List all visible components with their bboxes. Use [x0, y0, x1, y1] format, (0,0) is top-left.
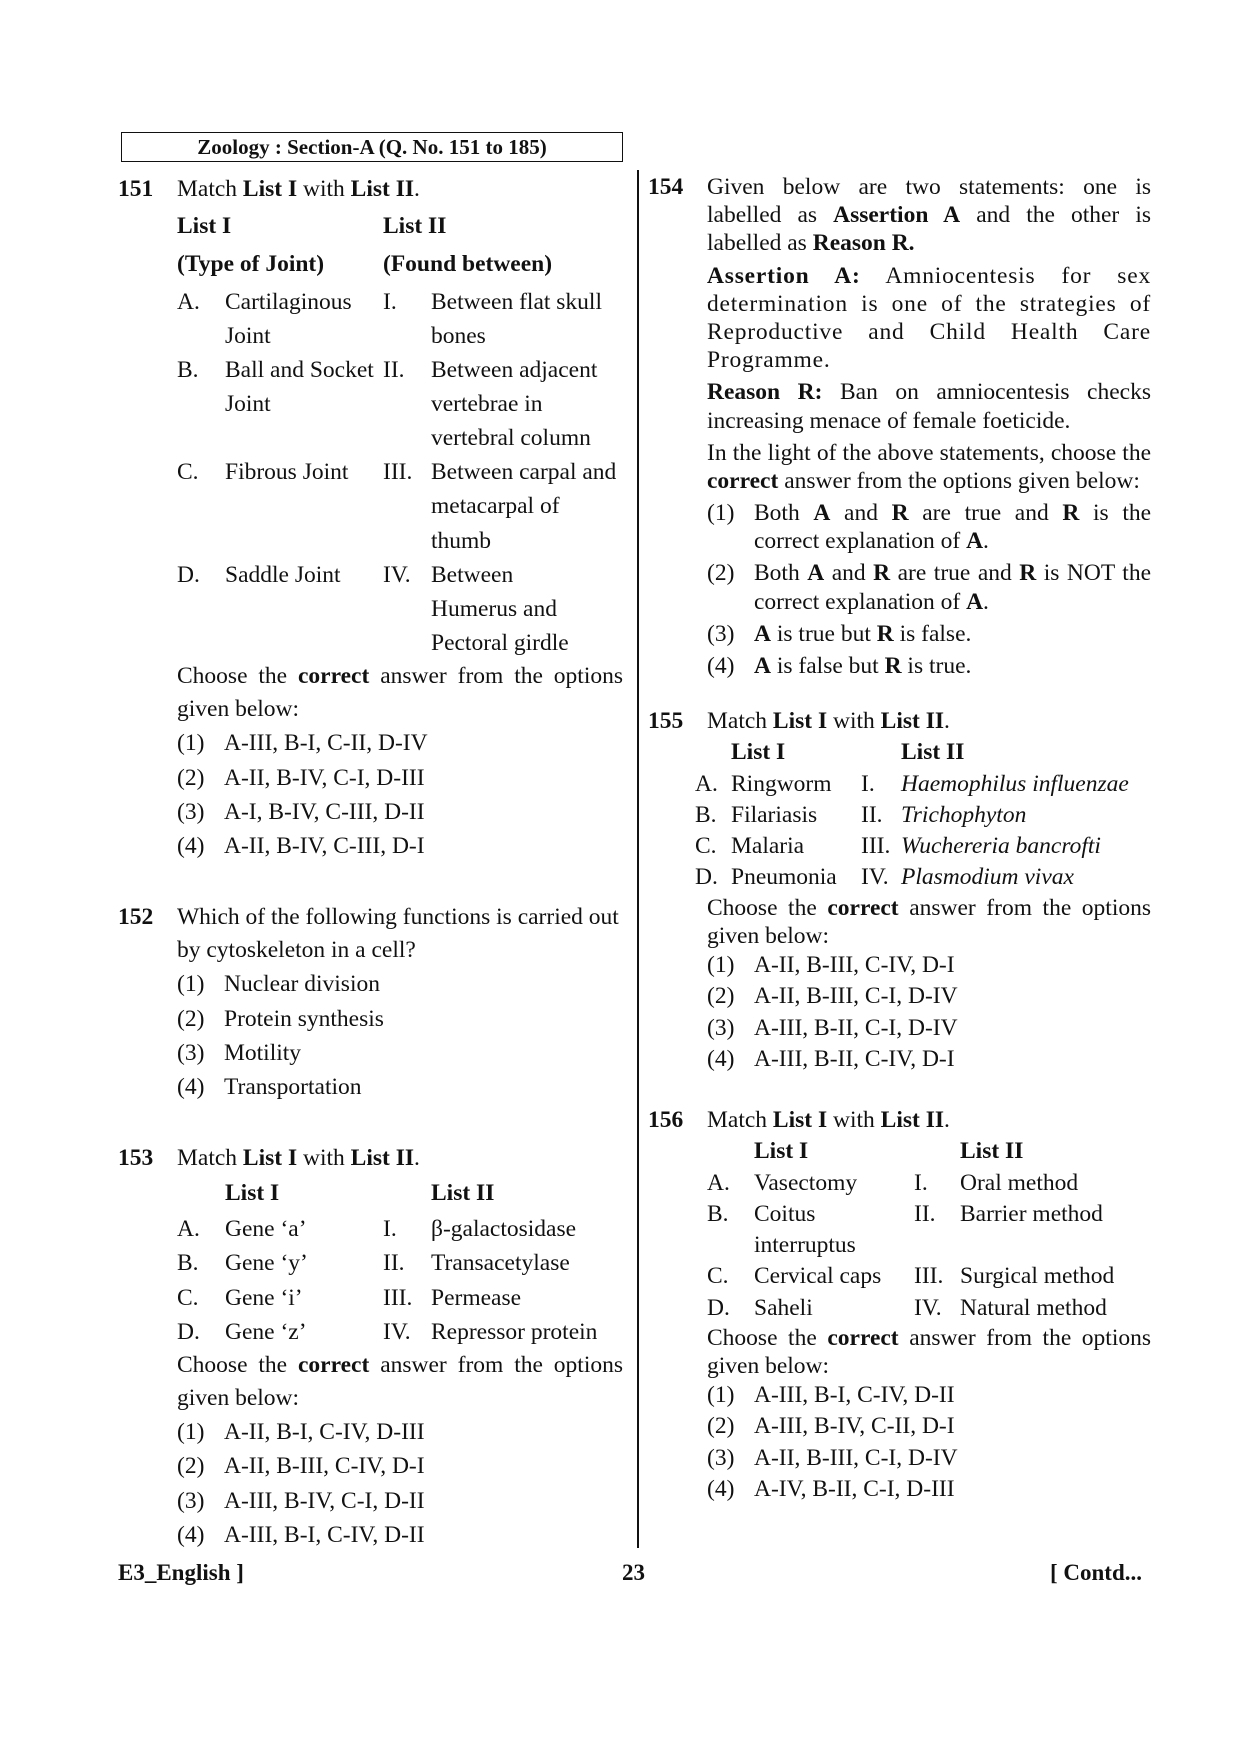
match-row: D. Pneumonia IV. Plasmodium vivax — [695, 864, 1074, 891]
question-stem: Given below are two statements: one is labelled as Assertion A and the other is labelled as Reason R. — [707, 174, 1151, 257]
option-4[interactable]: (4) A-II, B-IV, C-III, D-I — [177, 832, 425, 859]
options-list — [707, 499, 1151, 680]
question-body — [707, 1105, 1151, 1505]
question-stem: Which of the following functions is carried out by cytoskeleton in a cell? — [177, 903, 619, 964]
choose-instruction: Choose the correct answer from the options given below: — [177, 662, 624, 723]
list-subheaders: (Type of Joint) (Found between) — [177, 250, 553, 277]
choose-instruction: Choose the correct answer from the options given below: — [707, 894, 1152, 949]
match-row: D. Saddle Joint IV. Between Humerus and Pectoral girdle — [177, 561, 569, 656]
question-number: 156 — [648, 1107, 684, 1134]
match-row: B. Coitus interruptus II. Barrier method — [707, 1200, 1103, 1259]
choose-instruction: Choose the correct answer from the options given below: — [707, 1324, 1152, 1379]
match-row: C. Gene ‘i’ III. Permease — [177, 1284, 522, 1311]
match-table — [177, 1212, 623, 1348]
column-divider — [637, 170, 639, 1548]
option-1[interactable]: (1) A-III, B-I, C-IV, D-II — [707, 1382, 955, 1409]
option-1[interactable]: (1) Nuclear division — [177, 971, 380, 998]
option-1[interactable]: (1) Both A and R are true and R is the correct explanation of A. — [707, 500, 1152, 555]
assertion: Assertion A: Amniocentesis for sex determination is one of the strategies of Reproductive and Child Health Care Programme. — [707, 262, 1151, 374]
question-156 — [648, 1105, 1151, 1505]
match-row: A. Ringworm I. Haemophilus influenzae — [695, 770, 1129, 797]
options-list — [707, 950, 1151, 1075]
option-1[interactable]: (1) A-III, B-I, C-II, D-IV — [177, 730, 428, 757]
question-number: 153 — [118, 1144, 154, 1171]
option-2[interactable]: (2) Protein synthesis — [177, 1005, 384, 1032]
option-2[interactable]: (2) A-III, B-IV, C-II, D-I — [707, 1413, 955, 1440]
match-row: A. Cartilaginous Joint I. Between flat skull bones — [177, 289, 602, 350]
option-3[interactable]: (3) Motility — [177, 1039, 302, 1066]
list-headers: List I List II — [225, 1180, 495, 1207]
question-body — [695, 706, 1152, 1075]
section-header: Zoology : Section-A (Q. No. 151 to 185) — [121, 132, 623, 162]
option-4[interactable]: (4) A-III, B-II, C-IV, D-I — [707, 1045, 955, 1072]
options-list — [177, 726, 623, 862]
option-3[interactable]: (3) A-II, B-III, C-I, D-IV — [707, 1444, 958, 1471]
reason: Reason R: Ban on amniocentesis checks increasing menace of female foeticide. — [707, 379, 1151, 434]
match-row: B. Filariasis II. Trichophyton — [695, 801, 1027, 828]
choose-instruction: In the light of the above statements, choose the correct answer from the options given below: — [707, 439, 1151, 494]
match-row: A. Vasectomy I. Oral method — [707, 1169, 1079, 1196]
match-table — [177, 285, 623, 660]
question-stem: Match List I with List II. — [177, 1144, 420, 1171]
list-headers: List I List II — [177, 213, 447, 240]
option-2[interactable]: (2) A-II, B-III, C-I, D-IV — [707, 983, 958, 1010]
match-row: D. Saheli IV. Natural method — [707, 1294, 1107, 1321]
option-3[interactable]: (3) A is true but R is false. — [707, 620, 972, 647]
question-body — [177, 173, 623, 863]
question-stem: Match List I with List II. — [177, 176, 420, 202]
right-column — [648, 173, 1151, 1505]
option-4[interactable]: (4) A-III, B-I, C-IV, D-II — [177, 1521, 425, 1548]
question-number: 154 — [648, 174, 684, 200]
left-column — [118, 173, 623, 1552]
options-list — [177, 1415, 623, 1551]
option-4[interactable]: (4) A-IV, B-II, C-I, D-III — [707, 1475, 955, 1502]
question-body — [177, 901, 623, 1104]
option-4[interactable]: (4) A is false but R is true. — [707, 653, 972, 679]
footer-code: E3_English ] — [118, 1560, 244, 1585]
question-152 — [118, 901, 623, 1104]
match-table — [695, 769, 1151, 894]
options-list — [177, 967, 623, 1103]
option-3[interactable]: (3) A-III, B-II, C-I, D-IV — [707, 1014, 958, 1041]
option-2[interactable]: (2) A-II, B-IV, C-I, D-III — [177, 764, 425, 791]
options-list — [707, 1380, 1151, 1505]
option-3[interactable]: (3) A-III, B-IV, C-I, D-II — [177, 1487, 425, 1514]
match-row: C. Fibrous Joint III. Between carpal and metacarpal of thumb — [177, 459, 617, 554]
match-row: C. Cervical caps III. Surgical method — [707, 1263, 1115, 1290]
match-table — [707, 1168, 1151, 1324]
question-number: 152 — [118, 903, 154, 930]
question-body — [177, 1142, 623, 1552]
question-155 — [648, 706, 1151, 1075]
question-153 — [118, 1142, 623, 1552]
choose-instruction: Choose the correct answer from the options given below: — [177, 1351, 624, 1412]
option-3[interactable]: (3) A-I, B-IV, C-III, D-II — [177, 798, 425, 825]
question-stem: Match List I with List II. — [707, 1107, 950, 1134]
question-151 — [118, 173, 623, 863]
question-body — [707, 173, 1151, 680]
option-2[interactable]: (2) A-II, B-III, C-IV, D-I — [177, 1453, 425, 1480]
question-number: 155 — [648, 708, 684, 735]
question-number: 151 — [118, 176, 154, 202]
question-stem: Match List I with List II. — [707, 708, 950, 735]
option-1[interactable]: (1) A-II, B-III, C-IV, D-I — [707, 952, 955, 979]
option-1[interactable]: (1) A-II, B-I, C-IV, D-III — [177, 1419, 425, 1446]
match-row: A. Gene ‘a’ I. β-galactosidase — [177, 1216, 577, 1243]
list-headers: List I List II — [754, 1138, 1024, 1165]
page-number: 23 — [622, 1560, 645, 1585]
match-row: B. Gene ‘y’ II. Transacetylase — [177, 1250, 570, 1277]
option-2[interactable]: (2) Both A and R are true and R is NOT the correct explanation of A. — [707, 560, 1152, 615]
question-154 — [648, 173, 1151, 680]
footer-contd: [ Contd... — [1049, 1560, 1142, 1585]
match-row: B. Ball and Socket Joint II. Between adjacent vertebrae in vertebral column — [177, 357, 598, 452]
match-row: C. Malaria III. Wuchereria bancrofti — [695, 833, 1101, 860]
list-headers: List I List II — [731, 739, 965, 766]
option-4[interactable]: (4) Transportation — [177, 1073, 362, 1100]
match-row: D. Gene ‘z’ IV. Repressor protein — [177, 1318, 598, 1345]
